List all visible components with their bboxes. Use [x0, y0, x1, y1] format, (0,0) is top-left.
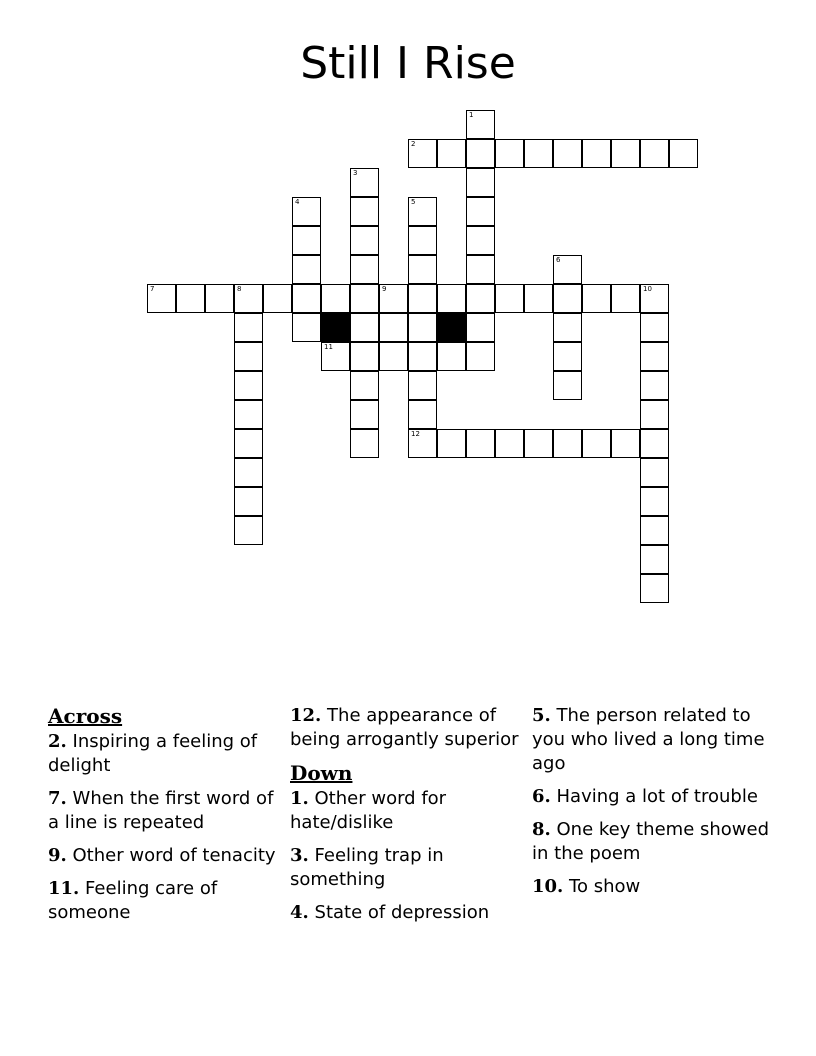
clue-item [290, 901, 528, 925]
down-heading: Down [290, 761, 353, 785]
grid-cell[interactable] [437, 429, 466, 458]
clue-number: 6. [532, 786, 551, 807]
clue-text: Having a lot of trouble [550, 786, 758, 807]
grid-cell[interactable] [640, 458, 669, 487]
grid-cell[interactable] [350, 284, 379, 313]
grid-cell[interactable] [640, 429, 669, 458]
grid-cell[interactable] [640, 342, 669, 371]
clue-text: Feeling trap in something [290, 845, 444, 890]
grid-cell[interactable] [553, 429, 582, 458]
grid-cell[interactable] [582, 139, 611, 168]
grid-cell[interactable] [147, 284, 176, 313]
grid-cell[interactable] [640, 545, 669, 574]
grid-cell[interactable] [350, 168, 379, 197]
grid-cell[interactable] [466, 255, 495, 284]
grid-cell[interactable] [437, 284, 466, 313]
clue-item [48, 730, 286, 778]
grid-cell[interactable] [234, 284, 263, 313]
black-cell [437, 313, 466, 342]
grid-cell[interactable] [408, 284, 437, 313]
cell-number: 3 [353, 169, 358, 177]
grid-cell[interactable] [408, 371, 437, 400]
grid-cell[interactable] [292, 284, 321, 313]
grid-cell[interactable] [640, 371, 669, 400]
grid-cell[interactable] [437, 139, 466, 168]
page-title: Still I Rise [300, 38, 516, 89]
clue-item [532, 704, 770, 776]
clue-column-1 [48, 704, 286, 934]
grid-cell[interactable] [292, 197, 321, 226]
grid-cell[interactable] [611, 429, 640, 458]
grid-cell[interactable] [466, 197, 495, 226]
grid-cell[interactable] [466, 429, 495, 458]
clue-item [532, 875, 770, 899]
grid-cell[interactable] [408, 139, 437, 168]
grid-cell[interactable] [466, 226, 495, 255]
across-heading: Across [48, 704, 123, 728]
cell-number: 7 [150, 285, 155, 293]
grid-cell[interactable] [408, 255, 437, 284]
grid-cell[interactable] [640, 487, 669, 516]
clue-text: The appearance of being arrogantly superior [290, 705, 519, 750]
grid-cell[interactable] [495, 284, 524, 313]
cell-number: 5 [411, 198, 416, 206]
grid-cell[interactable] [466, 313, 495, 342]
grid-cell[interactable] [234, 429, 263, 458]
grid-cell[interactable] [234, 371, 263, 400]
grid-cell[interactable] [524, 429, 553, 458]
black-cell [321, 313, 350, 342]
grid-cell[interactable] [466, 110, 495, 139]
grid-cell[interactable] [292, 226, 321, 255]
grid-cell[interactable] [234, 458, 263, 487]
grid-cell[interactable] [466, 342, 495, 371]
cell-number: 8 [237, 285, 242, 293]
grid-cell[interactable] [553, 342, 582, 371]
clue-number: 11. [48, 878, 80, 899]
clue-text: Inspiring a feeling of delight [48, 731, 258, 776]
grid-cell[interactable] [292, 255, 321, 284]
grid-cell[interactable] [553, 284, 582, 313]
clue-number: 1. [290, 788, 309, 809]
grid-cell[interactable] [582, 284, 611, 313]
grid-cell[interactable] [379, 313, 408, 342]
grid-cell[interactable] [408, 313, 437, 342]
grid-cell[interactable] [524, 139, 553, 168]
grid-cell[interactable] [234, 342, 263, 371]
clue-item [290, 787, 528, 835]
clue-text: To show [563, 876, 641, 897]
grid-cell[interactable] [234, 400, 263, 429]
grid-cell[interactable] [408, 342, 437, 371]
grid-cell[interactable] [263, 284, 292, 313]
clue-number: 7. [48, 788, 67, 809]
grid-cell[interactable] [553, 255, 582, 284]
grid-cell[interactable] [350, 313, 379, 342]
clue-text: Other word for hate/dislike [290, 788, 447, 833]
grid-cell[interactable] [582, 429, 611, 458]
grid-cell[interactable] [350, 226, 379, 255]
grid-cell[interactable] [234, 487, 263, 516]
clue-number: 5. [532, 705, 551, 726]
grid-cell[interactable] [640, 400, 669, 429]
grid-cell[interactable] [350, 400, 379, 429]
clue-text: When the first word of a line is repeated [48, 788, 274, 833]
grid-cell[interactable] [350, 255, 379, 284]
grid-cell[interactable] [234, 313, 263, 342]
clue-number: 2. [48, 731, 67, 752]
grid-cell[interactable] [495, 429, 524, 458]
grid-cell[interactable] [553, 313, 582, 342]
grid-cell[interactable] [350, 197, 379, 226]
grid-cell[interactable] [379, 342, 408, 371]
cell-number: 11 [324, 343, 333, 351]
grid-cell[interactable] [437, 342, 466, 371]
grid-cell[interactable] [321, 342, 350, 371]
grid-cell[interactable] [524, 284, 553, 313]
grid-cell[interactable] [205, 284, 234, 313]
grid-cell[interactable] [408, 400, 437, 429]
grid-cell[interactable] [640, 574, 669, 603]
grid-cell[interactable] [292, 313, 321, 342]
grid-cell[interactable] [611, 284, 640, 313]
grid-cell[interactable] [640, 139, 669, 168]
clue-number: 4. [290, 902, 309, 923]
cell-number: 9 [382, 285, 387, 293]
clue-item [532, 818, 770, 866]
grid-cell[interactable] [669, 139, 698, 168]
grid-cell[interactable] [640, 516, 669, 545]
grid-cell[interactable] [234, 516, 263, 545]
clue-item [48, 877, 286, 925]
clue-column-2 [290, 704, 528, 934]
cell-number: 10 [643, 285, 652, 293]
grid-cell[interactable] [553, 139, 582, 168]
clue-text: One key theme showed in the poem [532, 819, 770, 864]
clue-text: State of depression [308, 902, 490, 923]
grid-cell[interactable] [640, 284, 669, 313]
clue-item [532, 785, 770, 809]
clue-item [48, 844, 286, 868]
cell-number: 12 [411, 430, 420, 438]
grid-cell[interactable] [408, 429, 437, 458]
grid-cell[interactable] [466, 168, 495, 197]
clue-number: 10. [532, 876, 564, 897]
grid-cell[interactable] [553, 371, 582, 400]
clue-text: The person related to you who lived a long time ago [532, 705, 765, 774]
grid-cell[interactable] [321, 284, 350, 313]
grid-cell[interactable] [408, 226, 437, 255]
clue-number: 3. [290, 845, 309, 866]
grid-cell[interactable] [640, 313, 669, 342]
clue-column-3 [532, 704, 770, 908]
grid-cell[interactable] [466, 139, 495, 168]
grid-cell[interactable] [466, 284, 495, 313]
clue-number: 12. [290, 705, 322, 726]
cell-number: 2 [411, 140, 416, 148]
clue-text: Feeling care of someone [48, 878, 218, 923]
cell-number: 6 [556, 256, 561, 264]
grid-cell[interactable] [350, 429, 379, 458]
grid-cell[interactable] [495, 139, 524, 168]
cell-number: 4 [295, 198, 300, 206]
clue-item [290, 704, 528, 752]
grid-cell[interactable] [611, 139, 640, 168]
grid-cell[interactable] [379, 284, 408, 313]
grid-cell[interactable] [350, 371, 379, 400]
grid-cell[interactable] [176, 284, 205, 313]
grid-cell[interactable] [350, 342, 379, 371]
clue-number: 8. [532, 819, 551, 840]
clue-text: Other word of tenacity [66, 845, 276, 866]
clue-item [48, 787, 286, 835]
grid-cell[interactable] [408, 197, 437, 226]
clue-number: 9. [48, 845, 67, 866]
cell-number: 1 [469, 111, 474, 119]
clue-item [290, 844, 528, 892]
